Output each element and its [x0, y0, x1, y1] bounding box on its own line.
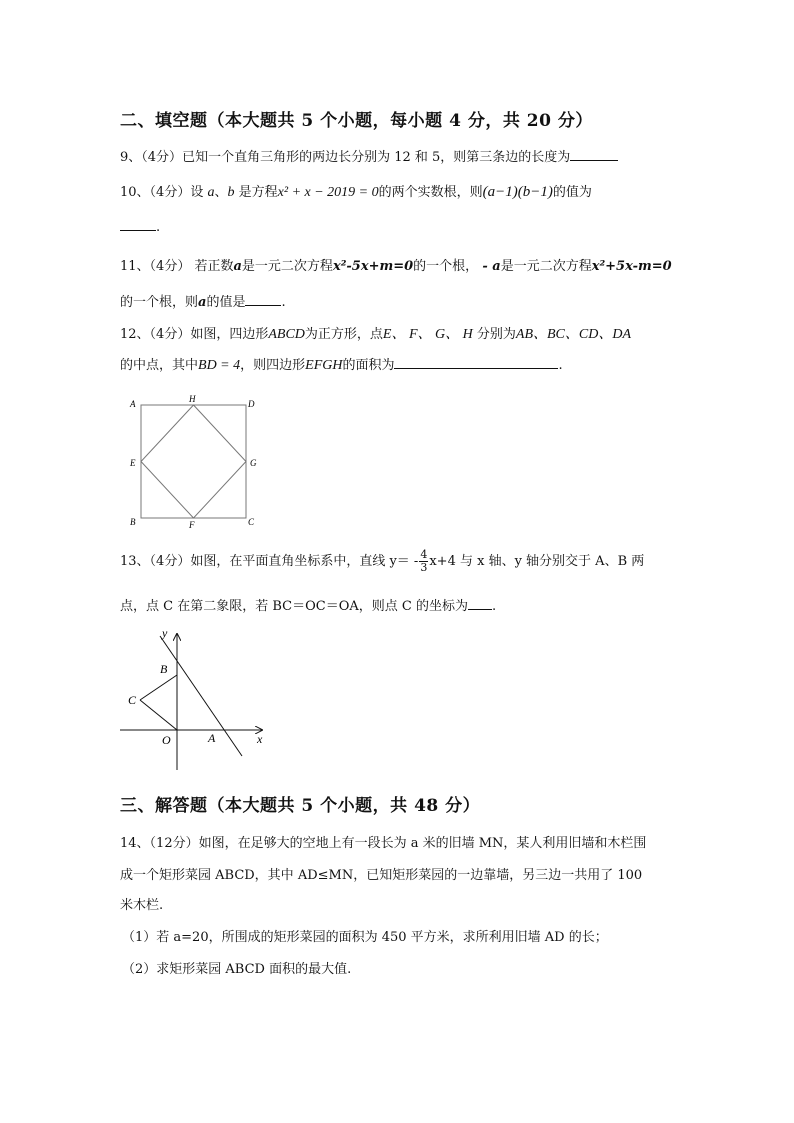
- math-equation: x²+5x-m=0: [591, 259, 672, 274]
- label-e: E: [130, 458, 136, 468]
- segment-co: [140, 700, 177, 730]
- period: .: [558, 358, 563, 373]
- question-9: [120, 146, 618, 165]
- math-abcd: ABCD: [268, 327, 305, 342]
- square-figure: [120, 390, 270, 530]
- math-bd: BD = 4: [198, 358, 241, 373]
- math-expression: (a−1)(b−1): [482, 184, 553, 200]
- label-c: C: [128, 693, 137, 707]
- question-score: （4分）: [149, 259, 191, 274]
- question-text: 点，点 C 在第二象限，若 BC＝OC＝OA，则点 C 的坐标为: [120, 599, 468, 614]
- line-ab: [160, 636, 242, 756]
- fraction-denominator: 3: [420, 561, 428, 574]
- coordinate-figure: [116, 622, 276, 774]
- answer-blank[interactable]: [120, 218, 156, 231]
- label-b: B: [130, 517, 136, 527]
- question-number: 11、: [120, 259, 150, 274]
- label-f: F: [189, 520, 195, 530]
- question-text: 的一个根，: [413, 259, 479, 274]
- question-text: 若正数: [194, 259, 234, 274]
- separator: 、: [214, 185, 228, 200]
- label-c: C: [248, 517, 255, 527]
- answer-blank[interactable]: [245, 293, 281, 306]
- question-score: （4分）: [149, 327, 191, 342]
- period: .: [491, 599, 497, 614]
- question-text: 的面积为: [342, 358, 395, 373]
- answer-blank[interactable]: [468, 597, 492, 610]
- label-a: A: [208, 731, 216, 745]
- math-points: E、 F、 G、 H: [382, 327, 473, 342]
- question-12: [120, 323, 631, 343]
- question-score: （12分）: [149, 836, 199, 851]
- question-text: x+4 与 x 轴、y 轴分别交于 A、B 两: [429, 554, 645, 569]
- question-text: 为正方形，点: [304, 327, 383, 342]
- question-text: 设: [190, 185, 204, 200]
- question-number: 9、: [120, 150, 142, 165]
- math-var-a: a: [233, 259, 242, 274]
- answer-blank[interactable]: [570, 148, 618, 161]
- question-text: 如图，在足够大的空地上有一段长为 a 米的旧墙 MN，某人利用旧墙和木栏围: [198, 836, 647, 851]
- question-13-line2: [120, 595, 496, 614]
- question-14: [120, 832, 646, 851]
- fraction-numerator: 4: [420, 548, 428, 561]
- math-sides: AB、BC、CD、DA: [515, 327, 632, 342]
- label-x: x: [257, 732, 263, 746]
- question-score: （4分）: [149, 185, 191, 200]
- fraction: [419, 549, 428, 574]
- question-text: 已知一个直角三角形的两边长分别为 12 和 5，则第三条边的长度为: [182, 150, 571, 165]
- math-var-a: a: [198, 295, 207, 310]
- math-equation: x²-5x+m=0: [332, 259, 414, 274]
- segment-bc: [140, 675, 177, 700]
- math-equation: x² + x − 2019 = 0: [277, 185, 379, 200]
- question-14-line2: 成一个矩形菜园 ABCD，其中 AD≤MN，已知矩形菜园的一边靠墙，另三边一共用了 100: [120, 868, 643, 883]
- question-13: [120, 549, 644, 574]
- question-number: 14、: [120, 836, 150, 851]
- square-efgh: [141, 405, 246, 518]
- label-h: H: [189, 394, 196, 404]
- math-var-a: a: [207, 185, 215, 200]
- question-text: 是一元二次方程: [500, 259, 592, 274]
- question-text: 是一元二次方程: [241, 259, 333, 274]
- question-text: 是方程: [238, 185, 278, 200]
- question-text: 的中点，其中: [120, 358, 199, 373]
- math-efgh: EFGH: [305, 358, 343, 373]
- question-12-line2: [120, 354, 563, 374]
- label-d: D: [248, 399, 255, 409]
- question-text: ，则四边形: [240, 358, 306, 373]
- question-text: 如图，四边形: [190, 327, 269, 342]
- question-text: 的值是: [206, 295, 246, 310]
- question-11: [120, 255, 672, 274]
- question-text: 的值为: [552, 185, 592, 200]
- period: .: [156, 220, 161, 235]
- math-neg-a: - a: [482, 259, 501, 274]
- question-number: 10、: [120, 185, 150, 200]
- question-11-line2: [120, 291, 286, 310]
- question-number: 13、: [120, 554, 150, 569]
- label-a: A: [130, 399, 136, 409]
- label-o: O: [162, 733, 171, 747]
- question-14-sub1: （1）若 a=20，所围成的矩形菜园的面积为 450 平方米，求所利用旧墙 AD 的长；: [122, 930, 608, 945]
- question-text: 的一个根，则: [120, 295, 199, 310]
- question-text: 如图，在平面直角坐标系中，直线 y＝ -: [190, 554, 419, 569]
- question-score: （4分）: [141, 150, 183, 165]
- label-b: B: [160, 662, 168, 676]
- answer-blank[interactable]: [394, 356, 558, 369]
- period: .: [281, 295, 286, 310]
- square-abcd: [141, 405, 246, 518]
- label-y: y: [162, 626, 168, 640]
- label-g: G: [250, 458, 257, 468]
- question-10: [120, 181, 592, 201]
- question-14-line3: 米木栏.: [120, 898, 164, 913]
- question-text: 分别为: [476, 327, 516, 342]
- question-14-sub2: （2）求矩形菜园 ABCD 面积的最大值.: [122, 962, 352, 977]
- section-title-fill-blank: 二、填空题（本大题共 5 个小题，每小题 4 分，共 20 分）: [120, 111, 593, 131]
- question-10-answer-line: [120, 218, 160, 235]
- section-title-answer: 三、解答题（本大题共 5 个小题，共 48 分）: [120, 796, 481, 816]
- question-score: （4分）: [149, 554, 191, 569]
- math-var-b: b: [227, 185, 235, 200]
- question-text: 的两个实数根，则: [378, 185, 483, 200]
- question-number: 12、: [120, 327, 150, 342]
